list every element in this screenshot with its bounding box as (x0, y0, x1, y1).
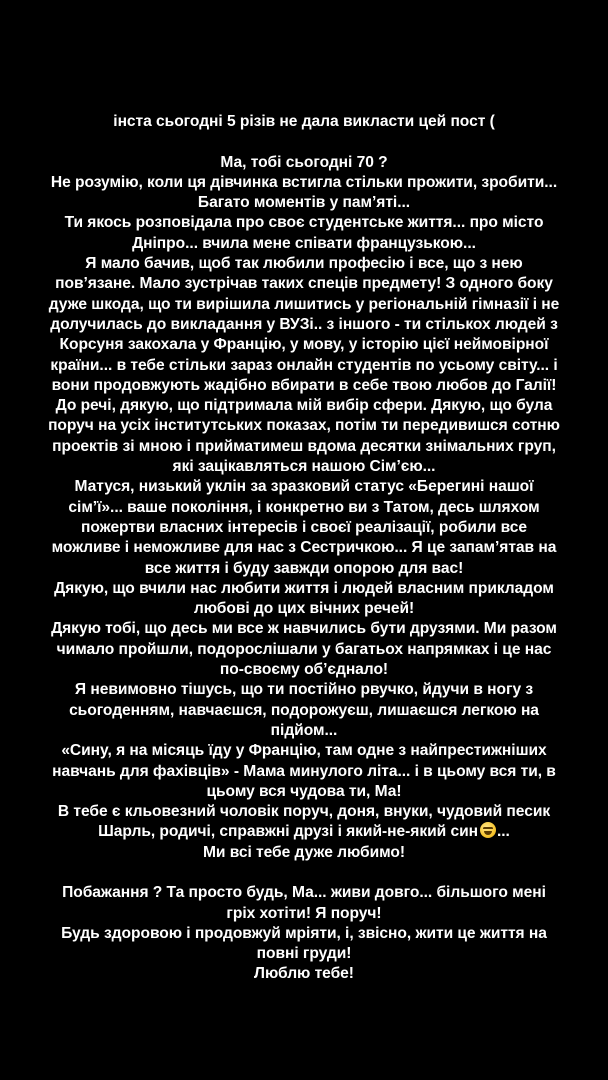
story-text-block (8, 112, 600, 985)
story-line: по-своєму об’єднало! (219, 661, 389, 679)
story-line-with-emoji (8, 822, 600, 842)
story-line: інста сьогодні 5 різів не дала викласти цей пост ( (113, 113, 495, 130)
story-line: сьогоденням, навчаєшся, подорожуєш, лишаєшся легкою на (69, 701, 539, 719)
story-line: До речі, дякую, що підтримала мій вибір сфери. Дякую, що була (55, 397, 553, 415)
story-line: Будь здоровою і продовжуй мріяти, і, звісно, жити це життя на (61, 924, 547, 942)
story-line: Корсуня закохала у Францію, у мову, у історію цієї неймовірної (59, 336, 549, 354)
story-line-blank (8, 132, 600, 152)
story-line: навчань для фахівців» - Мама минулого літа... і в цьому вся ти, в (52, 762, 556, 780)
story-line: гріх хотіти! Я поруч! (226, 904, 382, 922)
story-line: поруч на усіх інститутських показах, потім ти передивишся сотню (48, 417, 560, 435)
story-line: Ми всі тебе дуже любимо! (202, 843, 406, 861)
story-line: вони продовжують жадібно вбирати в себе твою любов до Галії! (51, 376, 557, 394)
story-line: «Сину, я на місяць їду у Францію, там одне з найпрестижніших (61, 742, 547, 760)
story-line: країни... в тебе стільки зараз онлайн студентів по усьому світу... і (50, 356, 558, 374)
story-line: Ти якось розповідала про своє студентське життя... про місто (64, 214, 544, 232)
story-line: Дякую тобі, що десь ми все ж навчились бути друзями. Ми разом (51, 620, 557, 638)
story-line: В тебе є кльовезний чоловік поруч, доня, внуки, чудовий песик (57, 803, 551, 821)
story-line: Дніпро... вчила мене співати французькою... (132, 234, 476, 252)
story-line: Ма, тобі сьогодні 70 ? (220, 153, 388, 171)
story-line: пожертви власних інтересів і своєї реалізації, робили все (81, 518, 527, 536)
story-line: Побажання ? Та просто будь, Ма... живи довго... більшого мені (62, 884, 546, 902)
story-line-suffix: ... (496, 823, 510, 841)
story-line: Матуся, низький уклін за зразковий статус «Берегині нашої (74, 478, 534, 496)
story-line: Багато моментів у пам’яті... (197, 194, 411, 212)
story-line: дуже шкода, що ти вирішила лишитись у регіональній гімназії і не (48, 295, 560, 313)
story-line: сім’ї»... ваше покоління, і конкретно ви з Татом, десь шляхом (68, 498, 540, 516)
story-line: Не розумію, коли ця дівчинка встигла стільки прожити, зробити... (50, 173, 558, 191)
story-line: Я мало бачив, щоб так любили професію і все, що з нею (85, 255, 523, 273)
story-line: долучилась до викладання у ВУЗі.. з іншого - ти стількох людей з (50, 315, 558, 333)
story-line: можливе і неможливе для нас з Сестричкою... Я це запам’ятав на (51, 539, 557, 557)
story-line: підйом... (270, 721, 338, 739)
story-line: чимало пройшли, подорослішали у багатьох напрямках і це нас (56, 640, 552, 658)
story-line-blank (8, 863, 600, 883)
story-line: які зацікавляться нашою Сім’єю... (172, 458, 436, 476)
story-line: Я невимовно тішусь, що ти постійно рвучко, йдучи в ногу з (74, 681, 534, 699)
story-line: пов’язане. Мало зустрічав таких спеців предмету! З одного боку (55, 275, 553, 293)
story-line: Дякую, що вчили нас любити життя і людей власним прикладом (54, 579, 554, 597)
story-line: цьому вся чудова ти, Ма! (206, 782, 402, 800)
story-line: проектів зі мною і прийматимеш вдома десятки знімальних груп, (52, 437, 556, 455)
story-line-text: Шарль, родичі, справжні друзі і який-не-який син (98, 823, 478, 841)
story-line: все життя і буду завжди опорою для вас! (144, 559, 464, 577)
story-line: любові до цих вічних речей! (193, 600, 415, 618)
grinning-squinting-face-emoji-icon (480, 822, 496, 838)
story-line: Люблю тебе! (254, 965, 354, 983)
story-line: повні груди! (256, 945, 352, 963)
